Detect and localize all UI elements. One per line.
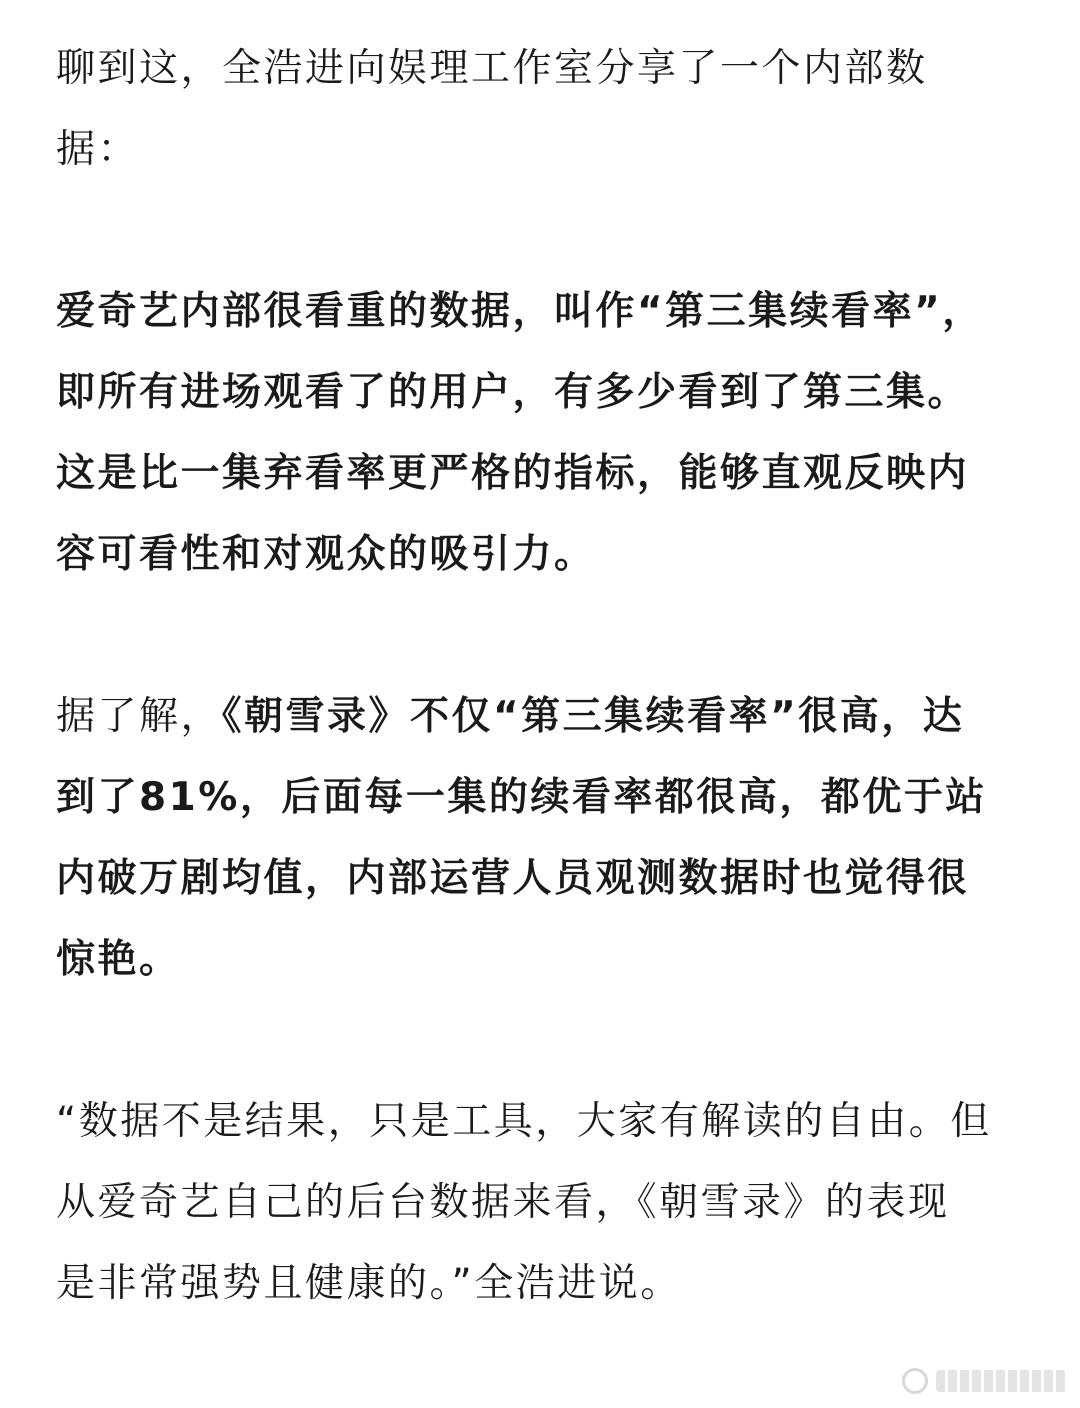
paragraph-metric-result (56, 676, 1026, 1000)
paragraph-intro: 聊到这，全浩进向娱理工作室分享了一个内部数 据： (56, 46, 928, 172)
watermark-text-blur (936, 1370, 1066, 1392)
paragraph-quote: “数据不是结果，只是工具，大家有解读的自由。但 从爱奇艺自己的后台数据来看，《朝雪录》的表现 是非常强势且健康的。”全浩进说。 (56, 1099, 992, 1306)
watermark-logo-icon (902, 1368, 928, 1394)
paragraph-metric-definition: 爱奇艺内部很看重的数据，叫作“第三集续看率”， 即所有进场观看了的用户，有多少看到了第三集。 这是比一集弃看率更严格的指标，能够直观反映内 容可看性和对观众的吸引力。 (56, 289, 984, 577)
article-body (56, 28, 1026, 1324)
lead-in-text: 据了解， (56, 694, 223, 739)
highlight-text: 《朝雪录》不仅“第三集续看率”很高，达 到了81%，后面每一集的续看率都很高，都优于站 内破万剧均值，内部运营人员观测数据时也觉得很 惊艳。 (56, 694, 987, 982)
watermark (902, 1368, 1066, 1394)
